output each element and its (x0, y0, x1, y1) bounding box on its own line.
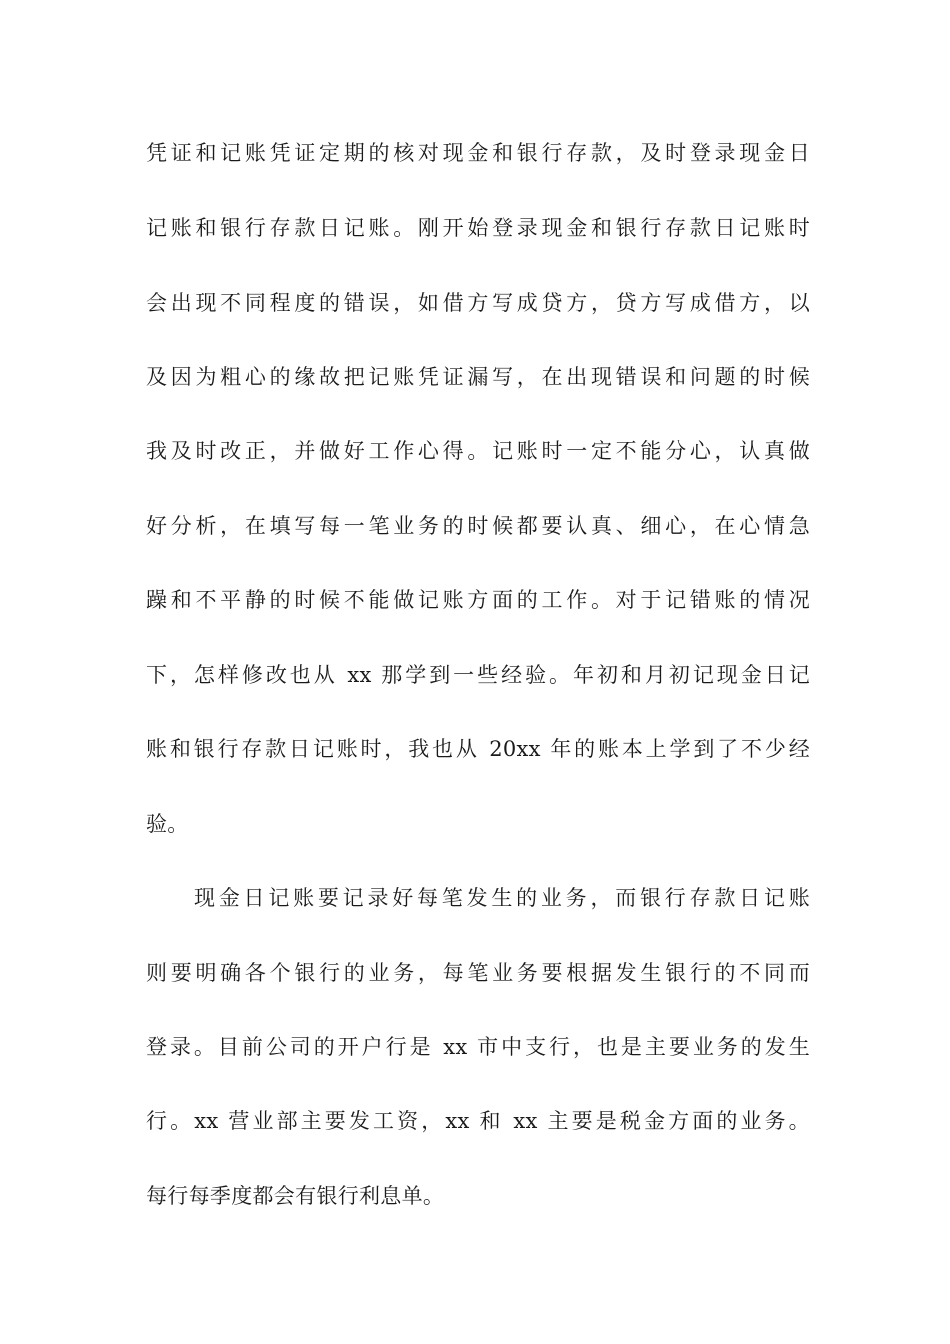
paragraph-line: 行。xx 营业部主要发工资，xx 和 xx 主要是税金方面的业务。 (146, 1109, 810, 1133)
paragraph-line: 每行每季度都会有银行利息单。 (146, 1184, 445, 1208)
paragraph-line: 好分析，在填写每一笔业务的时候都要认真、细心，在心情急 (146, 514, 810, 538)
paragraph-line: 躁和不平静的时候不能做记账方面的工作。对于记错账的情况 (146, 588, 810, 612)
paragraph-line: 记账和银行存款日记账。刚开始登录现金和银行存款日记账时 (146, 216, 810, 240)
paragraph-line: 验。 (146, 812, 189, 836)
paragraph-line: 凭证和记账凭证定期的核对现金和银行存款，及时登录现金日 (146, 141, 810, 165)
paragraph-line: 我及时改正，并做好工作心得。记账时一定不能分心，认真做 (146, 439, 810, 463)
paragraph-line: 下，怎样修改也从 xx 那学到一些经验。年初和月初记现金日记 (146, 663, 810, 687)
paragraph-line: 及因为粗心的缘故把记账凭证漏写，在出现错误和问题的时候 (146, 365, 810, 389)
paragraph-line: 则要明确各个银行的业务，每笔业务要根据发生银行的不同而 (146, 961, 810, 985)
paragraph-line: 登录。目前公司的开户行是 xx 市中支行，也是主要业务的发生 (146, 1035, 810, 1059)
paragraph-line: 现金日记账要记录好每笔发生的业务，而银行存款日记账 (194, 886, 810, 910)
paragraph-line: 会出现不同程度的错误，如借方写成贷方，贷方写成借方，以 (146, 291, 810, 315)
paragraph-line: 账和银行存款日记账时，我也从 20xx 年的账本上学到了不少经 (146, 737, 810, 761)
